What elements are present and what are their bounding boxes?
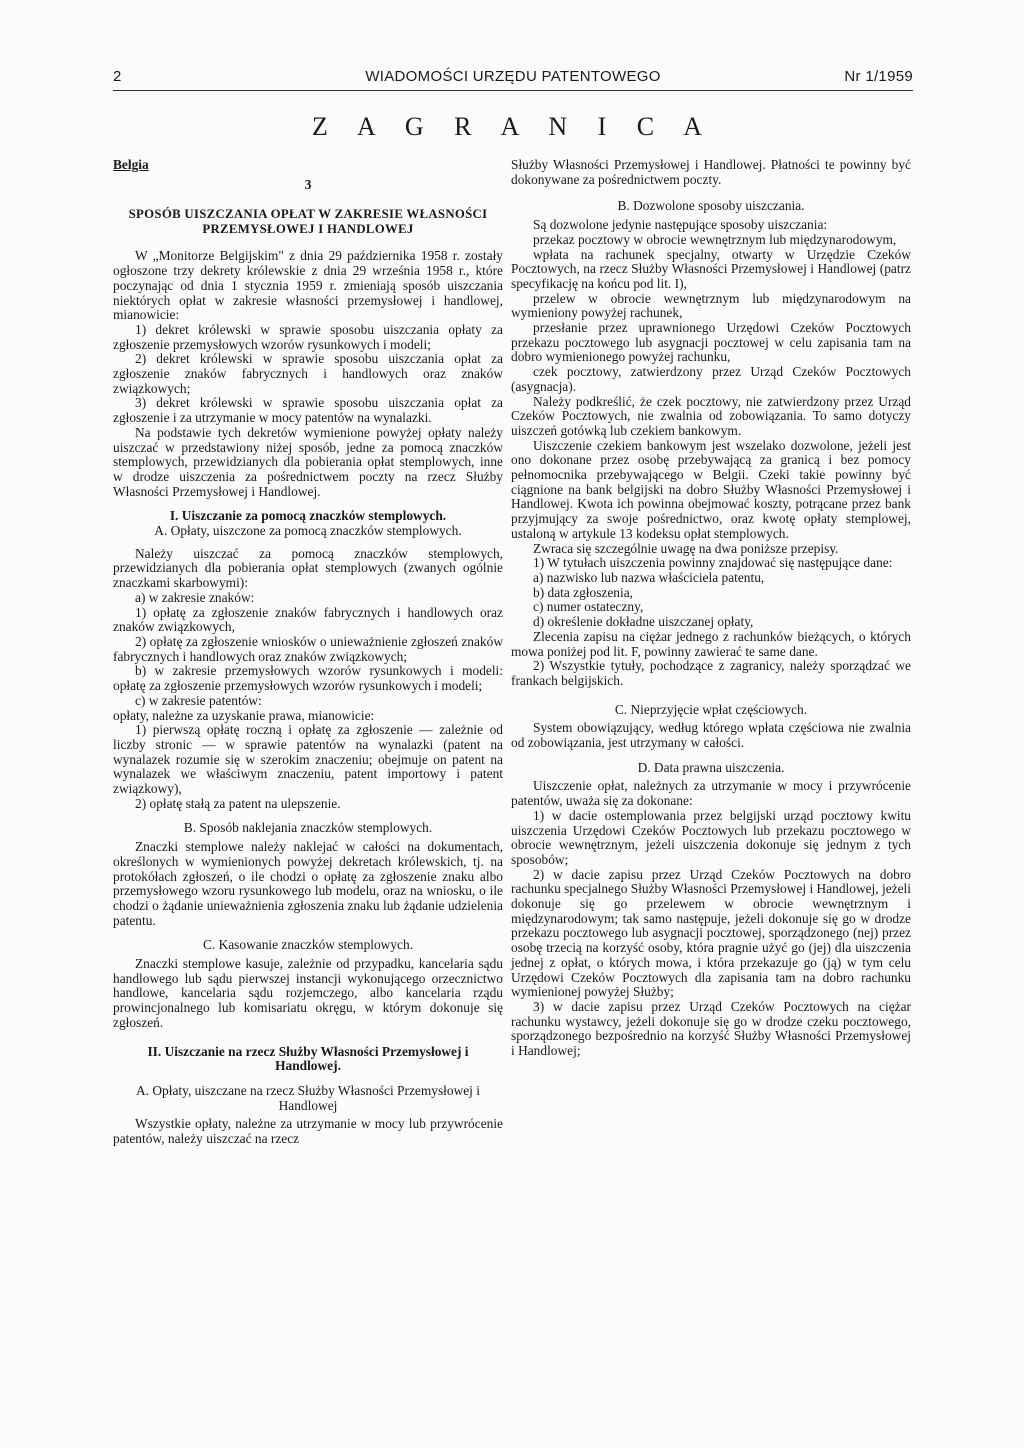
article-headline: SPOSÓB UISZCZANIA OPŁAT W ZAKRESIE WŁASNOŚCI PRZEMYSŁOWEJ I HANDLOWEJ — [128, 207, 488, 237]
paragraph: 3) dekret królewski w sprawie sposobu uiszczania opłat za zgłoszenie i za utrzymanie w mocy patentów na wynalazki. — [113, 395, 503, 426]
paragraph: 1) W tytułach uiszczenia powinny znajdować się następujące dane: — [533, 555, 893, 571]
section-title: Z A G R A N I C A — [312, 112, 714, 141]
country-heading: Belgia — [113, 157, 149, 172]
paragraph: Zwraca się szczególnie uwagę na dwa poniższe przepisy. — [533, 540, 839, 556]
paragraph: 1) opłatę za zgłoszenie znaków fabrycznych i handlowych oraz znaków związkowych, — [113, 604, 503, 635]
paragraph: Służby Własności Przemysłowej i Handlowej. Płatności te powinny być dokonywane za pośrednictwem poczty. — [511, 157, 911, 187]
paragraph: Uiszczenie opłat, należnych za utrzymanie w mocy i przywrócenie patentów, uważa się za dokonane: — [511, 778, 911, 809]
subsection-heading: A. Opłaty, uiszczone za pomocą znaczków stemplowych. — [154, 523, 462, 539]
subsection-heading: C. Kasowanie znaczków stemplowych. — [202, 937, 414, 953]
paragraph: przesłanie przez uprawnionego Urzędowi Czeków Pocztowych przekazu pocztowego lub asygnacji pocztowej w celu zapisania tam na dobro wymienionego powyżej rachunku, — [511, 320, 911, 365]
subsection-heading: A. Opłaty, uiszczane na rzecz Służby Własności Przemysłowej i Handlowej — [136, 1082, 480, 1113]
paragraph: c) numer ostateczny, — [533, 599, 644, 615]
left-column — [113, 158, 503, 1147]
right-column — [511, 158, 911, 1059]
paragraph: opłaty, należne za uzyskanie prawa, mianowicie: — [113, 707, 375, 723]
journal-title: WIADOMOŚCI URZĘDU PATENTOWEGO — [365, 68, 661, 85]
paragraph: c) w zakresie patentów: — [135, 692, 262, 708]
paragraph: 2) opłatę stałą za patent na ulepszenie. — [135, 795, 341, 811]
paragraph: Zlecenia zapisu na ciężar jednego z rachunków bieżących, o których mowa poniżej pod lit. F, powinny zawierać te same dane. — [511, 628, 911, 659]
paragraph: 2) dekret królewski w sprawie sposobu uiszczania opłat za zgłoszenie znaków fabrycznych i handlowych oraz znaków związkowych; — [113, 351, 503, 396]
paragraph: przelew w obrocie wewnętrznym lub międzynarodowym na wymieniony powyżej rachunek, — [511, 290, 911, 321]
paragraph: System obowiązujący, według którego wpłata częściowa nie zwalnia od zobowiązania, jest utrzymany w całości. — [511, 720, 911, 751]
paragraph: 2) Wszystkie tytuły, pochodzące z zagranicy, należy sporządzać we frankach belgijskich. — [511, 658, 911, 688]
paragraph: Są dozwolone jedynie następujące sposoby uiszczania: — [533, 217, 828, 233]
paragraph: W „Monitorze Belgijskim" z dnia 29 października 1958 r. zostały ogłoszone trzy dekrety królewskie z dnia 29 września 1958 r., które poczynając od dnia 1 stycznia 1959 r. zmieniają sposób uiszczania niektórych opłat w zakresie własności przemysłowej i handlowej, mianowicie: — [113, 248, 503, 323]
item-number: 3 — [304, 177, 312, 193]
subsection-heading: D. Data prawna uiszczenia. — [637, 759, 785, 775]
paragraph: a) nazwisko lub nazwa właściciela patentu, — [533, 569, 765, 585]
paragraph: przekaz pocztowy w obrocie wewnętrznym lub międzynarodowym, — [533, 231, 897, 247]
running-header — [113, 66, 913, 91]
paragraph: Należy uiszczać za pomocą znaczków stemplowych, przewidzianych dla pobierania opłat stemplowych (zwanych ogólnie znaczkami skarbowymi): — [113, 545, 503, 591]
paragraph: 2) opłatę za zgłoszenie wniosków o unieważnienie zgłoszeń znaków fabrycznych i handlowych oraz znaków związkowych; — [113, 633, 503, 664]
paragraph: 1) w dacie ostemplowania przez belgijski urząd pocztowy kwitu uiszczenia Urzędowi Czeków Pocztowych lub przekazu pocztowego w obrocie wewnętrznym, jeżeli uiszczenia dokonuje się jednym z tych sposobów; — [511, 807, 911, 867]
paragraph: Na podstawie tych dekretów wymienione powyżej opłaty należy uiszczać w przedstawiony niżej sposób, jedne za pomocą znaczków stemplowych, przewidzianych dla pobierania opłat stemplowych, inne w drodze uiszczenia za pośrednictwem poczty na rzecz Służby Własności Przemysłowej i Handlowej. — [113, 424, 503, 499]
paragraph: Wszystkie opłaty, należne za utrzymanie w mocy lub przywrócenie patentów, należy uiszczać na rzecz — [113, 1116, 503, 1147]
paragraph: 1) pierwszą opłatę roczną i opłatę za zgłoszenie — zależnie od liczby stronic — w sprawie patentów na wynalazki (patent na wynalazek rozumie się w szerokim znaczeniu; obejmuje on patent na wynalazek we właściwym znaczeniu, patent importowy i patent związkowy), — [113, 722, 503, 797]
paragraph: a) w zakresie znaków: — [135, 589, 255, 605]
section-heading: I. Uiszczanie za pomocą znaczków stemplowych. — [169, 508, 447, 524]
paragraph: wpłata na rachunek specjalny, otwarty w Urzędzie Czeków Pocztowych, na rzecz Służby Własności Przemysłowej i Handlowej (patrz specyfikację na końcu pod lit. I), — [511, 246, 911, 291]
paragraph: Znaczki stemplowe kasuje, zależnie od przypadku, kancelaria sądu handlowego lub sądu pierwszej instancji wykonującego orzecznictwo handlowe, kancelaria sądu rozjemczego, albo kancelaria rządu prowincjonalnego lub komisariatu okręgu, w którym dokonuje się zgłoszeń. — [113, 956, 503, 1030]
paragraph: 3) w dacie zapisu przez Urząd Czeków Pocztowych na ciężar rachunku wystawcy, jeżeli dokonuje się go w drodze czeku pocztowego, sporządzonego bezpośrednio na korzyść Służby Własności Przemysłowej i Handlowej; — [511, 998, 911, 1059]
paragraph: d) określenie dokładne uiszczanej opłaty, — [533, 614, 754, 630]
subsection-heading: B. Dozwolone sposoby uiszczania. — [617, 198, 805, 214]
section-heading: II. Uiszczanie na rzecz Służby Własności Przemysłowej i Handlowej. — [147, 1043, 469, 1074]
paragraph: Należy podkreślić, że czek pocztowy, nie zatwierdzony przez Urząd Czeków Pocztowych, nie zwalnia od zobowiązania. To samo dotyczy uiszczeń gotówką lub czekiem bankowym. — [511, 393, 911, 438]
issue-number: Nr 1/1959 — [844, 68, 913, 85]
paragraph: 2) w dacie zapisu przez Urząd Czeków Pocztowych na dobro rachunku specjalnego Służby Własności Przemysłowej i Handlowej, jeżeli dokonuje się go przelewem w obrocie wewnętrznym i międzynarodowym; tak samo następuje, jeżeli dokonuje się go w drodze przekazu pocztowego lub asygnacji pocztowej, sporządzonego (nej) przez osobę trzecią na korzyść osoby, która pragnie użyć go (jej) dla uiszczenia jednej z opłat, o których mowa, i która przekazuje go (ją) w tym celu Urzędowi Czeków Pocztowych dla zapisania tam na dobro rachunku wymienionej powyżej Służby; — [511, 866, 911, 1000]
paragraph: Uiszczenie czekiem bankowym jest wszelako dozwolone, jeżeli jest ono dokonane przez osobę przebywającą za granicą i bez pomocy pełnomocnika przebywającego w Belgii. Czeki takie powinny być ciągnione na bank belgijski na dobro Służby Własności Przemysłowej i Handlowej. Kwota ich powinna obejmować koszty, potrącane przez bank przyjmujący za swoje pośrednictwo, oraz kwotę opłaty stemplowej, ustaloną w artykule 13 kodeksu opłat stemplowych. — [511, 437, 911, 541]
paragraph: b) data zgłoszenia, — [533, 584, 634, 600]
paragraph: czek pocztowy, zatwierdzony przez Urząd Czeków Pocztowych (asygnacja). — [511, 364, 911, 394]
paragraph: Znaczki stemplowe należy naklejać w całości na dokumentach, określonych w wymienionych powyżej dekretach królewskich, tj. na protokółach zgłoszeń, o ile chodzi o opłatę za zgłoszenie znaku albo przemysłowego wzoru rysunkowego lub modelu, oraz na wniosku, o ile chodzi o żądanie unieważnienia zgłoszenia znaku lub żądanie udzielenia patentu. — [113, 839, 503, 928]
subsection-heading: C. Nieprzyjęcie wpłat częściowych. — [614, 701, 808, 717]
page-number: 2 — [113, 68, 122, 85]
subsection-heading: B. Sposób naklejania znaczków stemplowych. — [183, 820, 433, 836]
paragraph: b) w zakresie przemysłowych wzorów rysunkowych i modeli: opłatę za zgłoszenie przemysłowych wzorów rysunkowych i modeli; — [113, 663, 503, 694]
paragraph: 1) dekret królewski w sprawie sposobu uiszczania opłaty za zgłoszenie przemysłowych wzorów rysunkowych i modeli; — [113, 321, 503, 352]
